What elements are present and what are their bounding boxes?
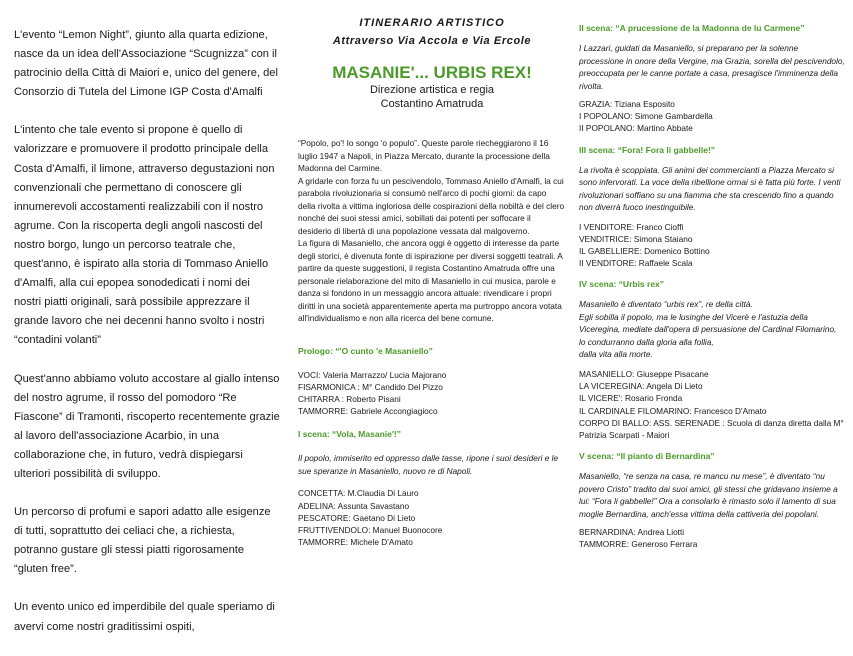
cast-entry: CONCETTA: M.Claudia Di Lauro: [298, 488, 419, 499]
scene-1-section: [298, 428, 566, 548]
cast-entry: BERNARDINA: Andrea Liotti: [579, 527, 685, 538]
itinerary-subtitle: Attraverso Via Accola e Via Ercole: [332, 35, 532, 47]
director-name: Costantino Amatruda: [380, 98, 484, 110]
scene-4-text-line: Egli sobilla il popolo, ma le lusinghe del Vicerè e l'astuzia della Viceregina, mediate dall'opera di persuasione del Cardinal Filomarino, lo condurranno dalla gloria alla follia,: [579, 311, 837, 347]
cast-entry: PESCATORE: Gaetano Di Lieto: [298, 512, 416, 523]
scene-4-heading: IV scena: “Urbis rex”: [579, 279, 665, 290]
closing-paragraph: Un evento unico ed imperdibile del quale speriamo di avervi come nostri graditissimi ospiti,: [14, 601, 275, 633]
scene-3-heading: III scena: “Fora! Fora li gabbelle!”: [579, 144, 716, 155]
cast-entry: LA VICEREGINA: Angela Di Lieto: [579, 381, 703, 392]
cast-entry: IL GABELLIERE: Domenico Bottino: [579, 246, 710, 257]
itinerary-column: [298, 16, 566, 548]
cast-entry: GRAZIA: Tiziana Esposito: [579, 99, 675, 109]
purpose-paragraph: L'intento che tale evento si propone è quello di valorizzare e promuovere il prodotto principale della Costa d'Amalfi, il limone, attraverso degustazioni non convenzionali che permettano di conoscere gli innumerevoli accostamenti realizzabili con il nostro agrume. Con la riscoperta degli angoli nascosti del nostro borgo, lungo un percorso teatrale che, quest'anno, è ispirato alla storia di Tommaso Aniello d'Amalfi, alla cui epopea sonodedicati i nomi dei nostri piatti originali, sarà possibile apprezzare il grande lavoro che nei decenni hanno svolto i nostri “contadini volanti”: [14, 124, 275, 347]
cast-entry: TAMMORRE: Generoso Ferrara: [579, 539, 698, 550]
cast-entry: FISARMONICA : M° Candido Del Pizzo: [298, 381, 443, 392]
scene-1-cast: [298, 487, 566, 548]
cast-entry: II VENDITORE: Raffaele Scala: [579, 258, 693, 269]
cast-entry: CORPO DI BALLO: ASS. SERENADE : Scuola di danza diretta dalla M° Patrizia Scarpati - Maiori: [579, 417, 844, 440]
scene-5-heading: V scena: “Il pianto di Bernardina”: [579, 451, 715, 462]
event-description-column: [14, 26, 280, 656]
cast-entry: TAMMORRE: Gabriele Accongiagioco: [298, 406, 438, 417]
scene-5-cast: [579, 526, 845, 550]
scene-5-section: [579, 450, 845, 550]
intro-text-2: A gridarle con forza fu un pescivendolo, Tommaso Aniello d'Amalfi, la cui parabola rivoluzionaria si consumò nell'arco di pochi giorni: da capo della rivolta a vittima ingloriosa delle cospirazioni della nobiltà e del clero nonché dei suoi stessi amici, sobillati dai potenti per soffocare il desiderio di libertà di una popolazione vessata dal malgoverno.: [298, 175, 565, 236]
cast-entry: IL CARDINALE FILOMARINO: Francesco D'Amato: [579, 405, 767, 416]
gluten-free-paragraph: Un percorso di profumi e sapori adatto alle esigenze di tutti, soprattutto dei celiaci che, a richiesta, potranno gustare gli stessi piatti rigorosamente “gluten free”.: [14, 506, 271, 576]
cast-entry: II POPOLANO: Martino Abbate: [579, 123, 693, 134]
scene-2-cast: [579, 98, 845, 135]
itinerary-title: ITINERARIO ARTISTICO: [359, 17, 505, 29]
cast-entry: VOCI: Valeria Marrazzo/ Lucia Majorano: [298, 369, 447, 380]
scene-1-synopsis: Il popolo, immiserito ed oppresso dalle tasse, ripone i suoi desideri e le sue speranze in Masaniello, nuovo re di Napoli.: [298, 453, 559, 476]
scene-4-text-line: Masaniello è diventato “urbis rex”, re della città.: [579, 299, 753, 310]
scene-2-synopsis: I Lazzari, guidati da Masaniello, si preparano per la solenne processione in onore della Vergine, ma Grazia, sorella del pescivendolo, preoccupata per le canne portate a casa, presagisce l'imminenza della rivolta.: [579, 43, 845, 91]
cast-entry: MASANIELLO: Giuseppe Pisacane: [579, 368, 709, 379]
prologue-cast: [298, 369, 566, 418]
cast-entry: I POPOLANO: Simone Gambardella: [579, 111, 713, 122]
scenes-column: [579, 22, 845, 551]
intro-paragraph: L'evento “Lemon Night”, giunto alla quarta edizione, nasce da un idea dell'Associazione “Scugnizza” con il patrocinio della Città di Maiori e, unico del genere, del Consorzio di Tutela del Limone IGP Costa d'Amalfi: [14, 29, 278, 99]
prologue-heading: Prologo: “'O cunto 'e Masaniello”: [298, 345, 433, 356]
cast-entry: ADELINA: Assunta Savastano: [298, 500, 410, 511]
scene-2-heading: II scena: “A prucessione de la Madonna de lu Carmene”: [579, 23, 805, 33]
cast-entry: FRUTTIVENDOLO: Manuel Buonocore: [298, 524, 443, 535]
scene-1-heading: I scena: “Vola, Masanie'!”: [298, 429, 401, 440]
cast-entry: I VENDITORE: Franco Cioffi: [579, 221, 684, 232]
cast-entry: TAMMORRE: Michele D'Amato: [298, 537, 413, 548]
prologue-section: [298, 345, 566, 418]
scene-4-section: [579, 278, 845, 441]
cast-entry: CHITARRA : Roberto Pisani: [298, 393, 401, 404]
show-introduction: [298, 137, 566, 325]
cast-entry: IL VICERE': Rosario Fronda: [579, 393, 683, 404]
scene-3-section: [579, 144, 845, 270]
tomato-paragraph: Quest'anno abbiamo voluto accostare al giallo intenso del nostro agrume, il rosso del pomodoro “Re Fiascone” di Tramonti, riscoperto recentemente grazie al lavoro dell'associazione Acarbio, in una collaborazione che, in futuro, vedrà dispiegarsi ulteriori possibilità di sviluppo.: [14, 372, 280, 480]
scene-4-text-line: dalla vita alla morte.: [579, 349, 653, 360]
scene-4-cast: [579, 368, 845, 441]
scene-2-section: [579, 22, 845, 135]
intro-text-3: La figura di Masaniello, che ancora oggi è oggetto di interesse da parte degli storici, è divenuta fonte di ispirazione per diversi soggetti teatrali. A partire da queste suggestioni, il regista Costantino Amatruda offre una personale rielaborazione del mito di Masaniello in cui musica, parole e danza si fondono in un messaggio ancora attuale: rivendicare i propri diritti in una società apparentemente aperta ma purtroppo ancora votata all'individualismo e non alla ricerca del bene comune.: [298, 238, 563, 323]
scene-3-synopsis: La rivolta è scoppiata. Gli animi dei commercianti a Piazza Mercato si sono infervorati. La voce della ribellione ormai si è fatta più forte. I venti rivoluzionari soffiano su una fiamma che sta crescendo fino a quando non diverrà fuoco inestinguibile.: [579, 164, 841, 213]
show-title: MASANIE'... URBIS REX!: [332, 63, 532, 82]
cast-entry: VENDITRICE: Simona Staiano: [579, 233, 693, 244]
scene-4-synopsis: [579, 298, 845, 361]
intro-text-1: “Popolo, po'! Io songo 'o populo”. Queste parole riecheggiarono il 16 luglio 1947 a Napoli, in Piazza Mercato, durante la processione della Madonna del Carmine.: [298, 138, 550, 173]
scene-5-synopsis: Masaniello, “re senza na casa, re mancu nu mese”, è diventato “nu povero Cristo” tradito dai suoi amici, gli stessi che gridavano insieme a lui: “Fora li gabbelle!” Ora a consolarlo è rimasto solo il lamento di sua moglie Bernardina, anch'essa vittima della cattiveria dei popolani.: [579, 471, 838, 519]
direction-credit: Direzione artistica e regia: [369, 84, 495, 96]
scene-3-cast: [579, 221, 845, 270]
